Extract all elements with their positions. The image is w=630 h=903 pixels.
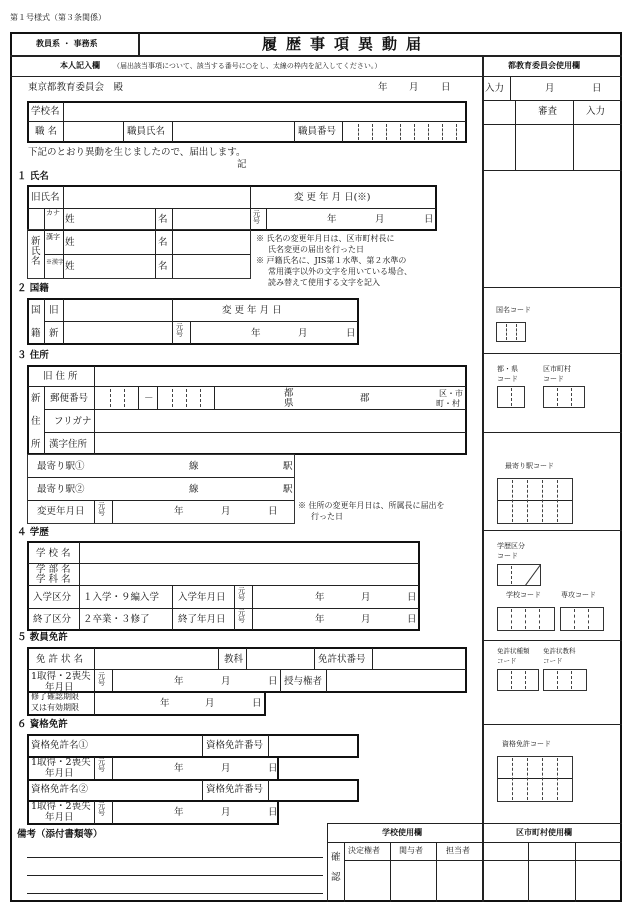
sei-label: 姓 (65, 261, 75, 272)
digit-separator (110, 389, 111, 407)
digit-separator (414, 124, 415, 140)
school-code-label: 学校コード (506, 591, 541, 599)
year-label: 年 (174, 506, 184, 517)
divider (573, 100, 574, 170)
address-box (27, 365, 467, 455)
divider (246, 648, 247, 669)
divider (138, 33, 140, 55)
divider (483, 724, 622, 725)
month-label: 月 (221, 763, 231, 774)
mei-label: 名 (158, 214, 168, 225)
old-address-label: 旧 住 所 (43, 371, 78, 382)
month-label: 月 (221, 676, 231, 687)
acquire-date-label: 年月日 (45, 812, 74, 823)
day-label: 日 (424, 214, 434, 225)
mei-label: 名 (158, 261, 168, 272)
divider (268, 780, 269, 801)
divider (10, 76, 622, 77)
staff-number-label: 職員番号 (298, 126, 337, 137)
divider (483, 287, 622, 288)
divider (190, 322, 191, 344)
month-label: 月 (221, 506, 231, 517)
station-suffix: 駅 (283, 484, 293, 495)
year-label: 年 (251, 328, 261, 339)
era-label: 元号 (98, 502, 105, 517)
divider (202, 735, 203, 757)
day-label: 日 (268, 676, 278, 687)
divider (510, 77, 511, 100)
station-2-label: 最寄り駅② (37, 484, 85, 495)
name-note-line: 常用漢字以外の文字を用いている場合、 (268, 267, 412, 276)
divider (44, 254, 250, 255)
divider (483, 353, 622, 354)
station-suffix: 駅 (283, 461, 293, 472)
digit-separator (386, 124, 387, 140)
intro-text: 下記のとおり異動を生じましたので、届出します。 (28, 147, 246, 158)
divider (157, 387, 158, 409)
qualification-code-label: 資格免許コード (502, 740, 551, 748)
applicant-section-title: 本人記入欄 (60, 61, 100, 70)
digit-separator (512, 758, 513, 800)
city-use-label: 区市町村使用欄 (516, 828, 572, 837)
nationality-change-date-label: 変 更 年 月 日 (222, 305, 282, 316)
digit-separator (400, 124, 401, 140)
gun-label: 郡 (360, 393, 370, 404)
day-label: 日 (252, 698, 262, 709)
divider (326, 670, 327, 692)
koku-label: 国 (31, 305, 41, 316)
divider (214, 387, 215, 409)
person-label: 担当者 (446, 846, 470, 855)
divider (28, 121, 466, 122)
grantor-label: 授与権者 (284, 676, 323, 687)
month-label: 月 (298, 328, 308, 339)
divider (94, 648, 95, 692)
admission-date-label: 入学年月日 (178, 592, 226, 603)
sub-kanji-label: ※漢字 (46, 259, 65, 266)
license-kind-code-label: コード (497, 657, 517, 665)
divider (172, 122, 173, 142)
day-label: 日 (268, 807, 278, 818)
divider (327, 842, 622, 843)
old-name-label: 旧氏名 (31, 192, 60, 203)
divider (112, 670, 113, 692)
board-section-title: 都教育委員会使用欄 (508, 61, 580, 70)
divider (28, 500, 294, 501)
day-label: 日 (346, 328, 356, 339)
year-label: 年 (174, 763, 184, 774)
divider (483, 124, 622, 125)
board-divider (482, 56, 484, 902)
divider (28, 208, 436, 209)
divider (327, 823, 622, 824)
divider (280, 670, 281, 692)
country-code-box[interactable] (496, 322, 526, 342)
old-label: 旧 (49, 305, 59, 316)
digit-separator (557, 671, 558, 689)
digit-separator (516, 324, 517, 340)
acquire-lose-label: 1取得・2喪失 (31, 671, 91, 682)
divider (436, 842, 437, 902)
divider (63, 186, 64, 208)
divider (79, 542, 80, 630)
divider (155, 208, 156, 278)
name-note-line: 読み替えて使用する文字を記入 (268, 278, 380, 287)
month-label: 月 (205, 698, 215, 709)
city-code-label: コード (543, 375, 564, 383)
divider (45, 321, 358, 322)
station-1-label: 最寄り駅① (37, 461, 85, 472)
year-label: 年 (160, 698, 170, 709)
year-label: 年 (378, 82, 388, 93)
new-label: 新 (49, 328, 59, 339)
section-1-heading: １ 氏名 (17, 171, 49, 182)
validity-label: 又は有効期限 (31, 703, 79, 712)
edu-code-label: コード (497, 552, 518, 560)
divider (10, 55, 622, 57)
divider (44, 432, 466, 433)
day-label: 日 (268, 506, 278, 517)
digit-separator (512, 480, 513, 522)
divider (372, 648, 373, 669)
cho-label: 町・村 (436, 399, 460, 408)
qualification-2-label: 資格免許名② (31, 784, 89, 795)
acquire-date-label: 年月日 (45, 682, 74, 693)
digit-separator (172, 389, 173, 407)
name-note-line: ※ 戸籍氏名に、JIS第１水準、第２水準の (256, 256, 407, 265)
era-label: 元号 (98, 758, 105, 773)
digit-separator (511, 566, 512, 584)
applicant-note: （届出該当事項について、該当する番号に○をし、太線の枠内を記入してください。） (113, 62, 382, 70)
digit-separator (542, 480, 543, 522)
divider (94, 692, 95, 715)
divider (483, 170, 622, 171)
pref-code-label: コード (497, 375, 518, 383)
shin-label: 新 (31, 393, 41, 404)
divider (94, 366, 95, 454)
era-label: 元号 (238, 609, 245, 624)
qualification-code-box[interactable] (497, 756, 573, 802)
department-label: 学 科 名 (36, 574, 71, 585)
digit-separator (542, 758, 543, 800)
section-3-heading: ３ 住所 (17, 350, 49, 361)
remarks-line (27, 875, 323, 876)
major-code-label: 専攻コード (561, 591, 596, 599)
divider (344, 860, 622, 861)
job-title-label: 職 名 (35, 126, 58, 137)
divider (63, 208, 64, 278)
kanji-address-label: 漢字住所 (49, 439, 88, 450)
board-input-label: 入力 (485, 83, 505, 94)
station-code-label: 最寄り駅コード (505, 462, 554, 470)
year-label: 年 (327, 214, 337, 225)
board-input2-label: 入力 (586, 106, 606, 117)
station-code-box[interactable] (497, 478, 573, 524)
divider (528, 842, 529, 902)
new-name-label: 新氏名 (31, 236, 41, 267)
postal-dash: － (144, 393, 154, 404)
slash-mark (525, 564, 541, 586)
name-change-date-label: 変 更 年 月 日(※) (294, 192, 371, 203)
kaku-label: 確 (331, 852, 341, 863)
digit-separator (442, 124, 443, 140)
board-day-label: 日 (592, 83, 602, 94)
divider (575, 842, 576, 902)
pref-code-label: 都・県 (497, 365, 518, 373)
divider (498, 778, 572, 779)
school-use-label: 学校使用欄 (382, 828, 422, 837)
divider (172, 586, 173, 630)
license-name-label: 免 許 状 名 (36, 654, 84, 665)
digit-separator (571, 671, 572, 689)
acquire-date-label: 年月日 (45, 768, 74, 779)
address-note-line: 行った日 (311, 512, 343, 521)
section-4-heading: ４ 学歴 (17, 527, 49, 538)
school-name-label: 学校名 (31, 106, 60, 117)
to-label: 都 (284, 388, 294, 399)
divider (483, 640, 622, 641)
section-6-heading: ６ 資格免許 (17, 719, 68, 730)
ku-label: 区・市 (439, 389, 463, 398)
name-note-line: ※ 氏名の変更年月日は、区市町村長に (256, 234, 395, 243)
digit-separator (372, 124, 373, 140)
year-label: 年 (315, 614, 325, 625)
era-label: 元号 (238, 587, 245, 602)
qualification-number-label: 資格免許番号 (206, 784, 264, 795)
ken-label: 県 (284, 398, 294, 409)
section-2-heading: ２ 国籍 (17, 283, 49, 294)
license-box (27, 647, 467, 693)
subject-label: 教科 (224, 654, 244, 665)
license-number-label: 免許状番号 (318, 654, 366, 665)
divider (268, 735, 269, 757)
completion-date-label: 終了年月日 (178, 614, 226, 625)
line-label: 線 (189, 484, 199, 495)
divider (266, 208, 267, 230)
address-change-date-label: 変更年月日 (37, 506, 85, 517)
sei-label: 姓 (65, 237, 75, 248)
divider (172, 299, 173, 344)
divider (94, 801, 95, 824)
divider (314, 648, 315, 669)
digit-separator (557, 758, 558, 800)
divider (342, 122, 343, 142)
divider (218, 648, 219, 669)
digit-separator (511, 671, 512, 689)
renewal-label: 修了確認期限 (31, 692, 79, 701)
divider (44, 208, 45, 278)
divider (112, 757, 113, 780)
completion-options: ２卒業・３修了 (83, 614, 150, 625)
section-5-heading: ５ 教員免許 (17, 632, 68, 643)
mei-label: 名 (158, 237, 168, 248)
divider (327, 823, 328, 902)
city-code-box[interactable] (543, 386, 585, 408)
remarks-line (27, 893, 323, 894)
divider (44, 299, 45, 344)
divider (483, 100, 622, 101)
era-label: 元号 (98, 802, 105, 817)
divider (112, 501, 113, 523)
divider (63, 102, 64, 142)
acquire-lose-label: 1取得・2喪失 (31, 757, 91, 768)
digit-separator (200, 389, 201, 407)
ju-label: 住 (31, 416, 41, 427)
edu-code-label: 学歴区分 (497, 542, 525, 550)
name-note-line: 氏名変更の届出を行った日 (268, 245, 364, 254)
license-subject-code-label: コード (543, 657, 563, 665)
ki-label: 記 (237, 159, 247, 170)
month-label: 月 (409, 82, 419, 93)
divider (498, 500, 572, 501)
kanji-label: 漢字 (46, 233, 60, 241)
divider (234, 586, 235, 630)
board-month-label: 月 (545, 83, 555, 94)
month-label: 月 (221, 807, 231, 818)
qualification-number-label: 資格免許番号 (206, 740, 264, 751)
line-label: 線 (189, 461, 199, 472)
license-subject-code-box[interactable] (543, 669, 587, 691)
sei-label: 姓 (65, 214, 75, 225)
divider (344, 842, 345, 902)
day-label: 日 (268, 763, 278, 774)
year-label: 年 (174, 807, 184, 818)
country-code-label: 国名コード (496, 306, 531, 314)
divider (138, 387, 139, 409)
era-label: 元号 (176, 323, 183, 338)
divider (294, 122, 295, 142)
related-label: 関与者 (399, 846, 423, 855)
postal-code-label: 郵便番号 (50, 393, 89, 404)
month-label: 月 (375, 214, 385, 225)
divider (44, 387, 45, 454)
digit-separator (456, 124, 457, 140)
digit-separator (557, 480, 558, 522)
board-review-label: 審査 (538, 106, 558, 117)
furigana-label: フリガナ (54, 416, 92, 427)
divider (112, 801, 113, 824)
digit-separator (124, 389, 125, 407)
qualification-1-label: 資格免許名① (31, 740, 89, 751)
license-subject-code-label: 免許状教科 (543, 647, 576, 655)
major-code-box[interactable] (560, 607, 604, 631)
divider (202, 780, 203, 801)
divider (483, 432, 622, 433)
day-label: 日 (441, 82, 451, 93)
digit-separator (511, 388, 512, 406)
divider (94, 501, 95, 523)
license-kind-code-box[interactable] (497, 669, 539, 691)
era-label: 元号 (98, 672, 105, 687)
digit-separator (428, 124, 429, 140)
digit-separator (571, 388, 572, 406)
completion-kind-label: 終了区分 (33, 614, 72, 625)
dept-label: 教員系 ・ 事務系 (36, 39, 98, 48)
form-number-label: 第１号様式（第３条関係） (10, 13, 106, 22)
basic-info-box (27, 101, 467, 143)
digit-separator (527, 758, 528, 800)
divider (123, 122, 124, 142)
address-note-line: ※ 住所の変更年月日は、所属長に届出を (298, 501, 445, 510)
digit-separator (358, 124, 359, 140)
remarks-label: 備考（添付書類等） (17, 829, 103, 840)
divider (250, 186, 251, 230)
admission-options: １入学・９編入学 (83, 592, 160, 603)
nin-label: 認 (331, 872, 341, 883)
digit-separator (557, 388, 558, 406)
day-label: 日 (407, 592, 417, 603)
school-code-box[interactable] (497, 607, 555, 631)
divider (483, 530, 622, 531)
month-label: 月 (361, 592, 371, 603)
sho-label: 所 (31, 439, 41, 450)
acquire-lose-label: 1取得・2喪失 (31, 801, 91, 812)
faculty-label: 学 部 名 (36, 564, 71, 575)
day-label: 日 (407, 614, 417, 625)
digit-separator (588, 609, 589, 629)
digit-separator (527, 480, 528, 522)
decider-label: 決定権者 (348, 846, 380, 855)
digit-separator (539, 609, 540, 629)
digit-separator (186, 389, 187, 407)
divider (63, 299, 64, 344)
kana-label: カナ (46, 209, 60, 217)
digit-separator (525, 609, 526, 629)
year-label: 年 (174, 676, 184, 687)
staff-name-label: 職員氏名 (127, 126, 166, 137)
digit-separator (574, 609, 575, 629)
digit-separator (511, 609, 512, 629)
city-code-label: 区市町村 (543, 365, 571, 373)
digit-separator (525, 671, 526, 689)
admission-kind-label: 入学区分 (33, 592, 72, 603)
era-label: 元号 (253, 210, 260, 225)
addressee: 東京都教育委員会 殿 (28, 82, 124, 93)
divider (28, 608, 419, 609)
divider (28, 585, 419, 586)
digit-separator (506, 324, 507, 340)
divider (172, 208, 173, 278)
school-label: 学 校 名 (36, 548, 71, 559)
year-label: 年 (315, 592, 325, 603)
license-kind-code-label: 免許状種類 (497, 647, 530, 655)
divider (28, 477, 294, 478)
month-label: 月 (361, 614, 371, 625)
divider (252, 586, 253, 630)
divider (94, 757, 95, 780)
remarks-line (27, 857, 323, 858)
divider (390, 842, 391, 902)
divider (28, 563, 419, 564)
seki-label: 籍 (31, 328, 41, 339)
divider (515, 100, 516, 170)
form-title: 履歴事項異動届 (262, 35, 431, 53)
divider (44, 409, 466, 410)
